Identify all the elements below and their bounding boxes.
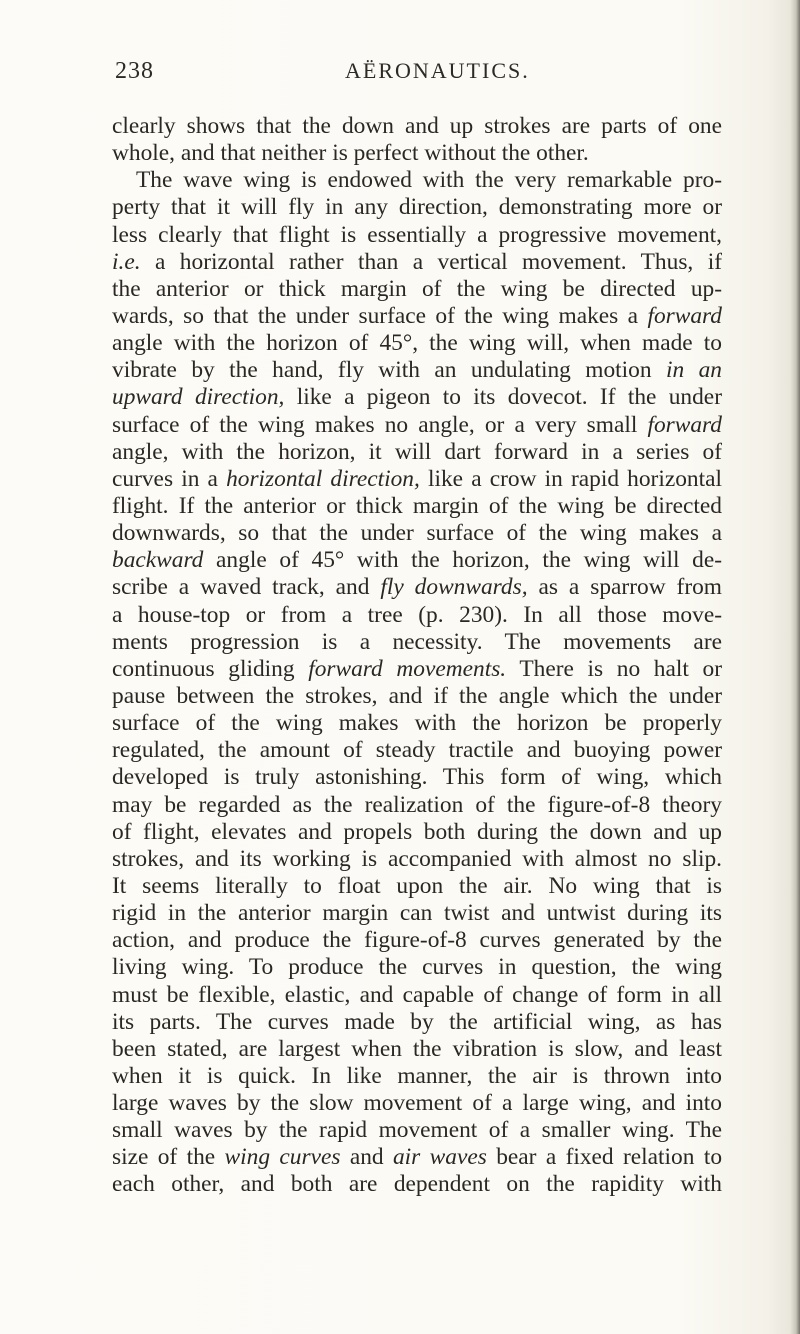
text-line: [112, 656, 722, 683]
text-run: angle, with the horizon, it will dart forward in a series of: [112, 438, 722, 465]
body-text: [112, 113, 722, 1199]
text-run: small waves by the rapid movement of a smaller wing. The: [112, 1117, 722, 1144]
text-line: [112, 222, 722, 249]
text-run: There is no halt or: [506, 655, 722, 682]
italic-text: in an: [666, 357, 722, 384]
text-run: scribe a waved track, and: [112, 574, 381, 601]
text-line: [112, 982, 722, 1009]
text-line: [112, 1117, 722, 1144]
text-run: flight. If the anterior or thick margin of the wing be directed: [112, 492, 722, 519]
italic-text: horizontal direction,: [226, 465, 420, 492]
italic-text: fly downwards,: [380, 574, 528, 601]
text-run: large waves by the slow movement of a large wing, and into: [112, 1090, 722, 1117]
text-run: a house-top or from a tree (p. 230). In all those move-: [112, 601, 722, 628]
running-title: AËRONAUTICS.: [345, 58, 530, 83]
text-run: rigid in the anterior margin can twist and untwist during its: [112, 900, 722, 927]
text-line: [112, 683, 722, 710]
text-run: each other, and both are dependent on the rapidity with: [112, 1171, 722, 1198]
text-line: [112, 303, 722, 330]
text-line: [112, 900, 722, 927]
text-run: clearly shows that the down and up strokes are parts of one: [112, 113, 722, 139]
text-run: must be flexible, elastic, and capable of change of form in all: [112, 981, 722, 1008]
text-line: [112, 873, 722, 900]
text-line: [112, 520, 722, 547]
text-line: [112, 1090, 722, 1117]
italic-text: i.e.: [112, 248, 141, 275]
text-run: like a crow in rapid horizontal: [419, 465, 722, 492]
italic-text: forward: [647, 302, 722, 329]
text-run: been stated, are largest when the vibration is slow, and least: [112, 1035, 722, 1062]
text-line: [112, 466, 722, 493]
text-line: [112, 439, 722, 466]
text-run: vibrate by the hand, fly with an undulating motion: [112, 357, 666, 384]
text-line: [112, 1009, 722, 1036]
text-run: regulated, the amount of steady tractile and buoying power: [112, 737, 722, 764]
text-line: [112, 276, 722, 303]
text-run: pause between the strokes, and if the angle which the under: [112, 682, 722, 709]
text-line: [112, 1036, 722, 1063]
text-line: [112, 737, 722, 764]
text-run: perty that it will fly in any direction, demonstrating more or: [112, 194, 722, 221]
text-line: [112, 194, 722, 221]
text-line: [112, 249, 722, 276]
text-line: [112, 574, 722, 601]
text-line: [112, 819, 722, 846]
italic-text: wing curves: [224, 1144, 341, 1171]
text-run: when it is quick. In like manner, the air is thrown into: [112, 1062, 722, 1089]
text-run: bear a fixed relation to: [486, 1144, 722, 1171]
text-line: [112, 1171, 722, 1198]
text-run: less clearly that flight is essentially a progressive movement,: [112, 221, 722, 248]
text-line: [112, 846, 722, 873]
italic-text: air waves: [392, 1144, 487, 1171]
italic-text: backward: [112, 547, 204, 574]
text-line: [112, 384, 722, 411]
text-line: [112, 629, 722, 656]
text-run: downwards, so that the under surface of the wing makes a: [112, 520, 722, 547]
text-line: [112, 493, 722, 520]
text-line: [112, 1063, 722, 1090]
text-run: of flight, elevates and propels both during the down and up: [112, 818, 722, 845]
text-run: the anterior or thick margin of the wing be directed up-: [112, 275, 722, 302]
italic-text: upward direction,: [112, 384, 285, 411]
text-run: a horizontal rather than a vertical movement. Thus, if: [140, 248, 722, 275]
text-run: as a sparrow from: [527, 574, 722, 601]
text-run: surface of the wing makes no angle, or a very small: [112, 411, 648, 438]
text-run: ments progression is a necessity. The movements are: [112, 628, 722, 655]
text-run: its parts. The curves made by the artificial wing, as has: [112, 1008, 722, 1035]
text-run: and: [340, 1144, 393, 1171]
text-line: [112, 764, 722, 791]
text-run: living wing. To produce the curves in question, the wing: [112, 954, 722, 981]
text-run: wards, so that the under surface of the wing makes a: [112, 302, 648, 329]
text-run: angle of 45° with the horizon, the wing will de-: [203, 547, 722, 574]
page-gutter-shadow: [790, 0, 800, 1334]
italic-text: forward movements.: [308, 655, 507, 682]
text-run: surface of the wing makes with the horizon be properly: [112, 710, 722, 737]
text-run: angle with the horizon of 45°, the wing will, when made to: [112, 330, 722, 357]
text-run: continuous gliding: [112, 655, 309, 682]
text-line: [112, 602, 722, 629]
text-run: like a pigeon to its dovecot. If the under: [284, 384, 722, 411]
text-run: whole, and that neither is perfect without the other.: [112, 140, 589, 167]
text-run: The wave wing is endowed with the very remarkable pro-: [136, 167, 722, 194]
page-number: 238: [115, 58, 154, 84]
text-line: [112, 954, 722, 981]
text-line: [112, 927, 722, 954]
text-run: action, and produce the figure-of-8 curves generated by the: [112, 927, 722, 954]
text-run: size of the: [112, 1144, 225, 1171]
text-line: [112, 547, 722, 574]
running-head: [115, 58, 675, 94]
text-line: [112, 357, 722, 384]
text-line: [112, 140, 722, 167]
text-line: [112, 792, 722, 819]
italic-text: forward: [647, 411, 722, 438]
text-line: [112, 330, 722, 357]
text-line: [112, 113, 722, 140]
text-run: strokes, and its working is accompanied with almost no slip.: [112, 845, 722, 872]
text-run: It seems literally to float upon the air. No wing that is: [112, 872, 722, 899]
text-run: developed is truly astonishing. This form of wing, which: [112, 764, 722, 791]
text-line: [112, 412, 722, 439]
text-line: [112, 710, 722, 737]
text-run: curves in a: [112, 465, 227, 492]
text-run: may be regarded as the realization of the figure-of-8 theory: [112, 791, 722, 818]
text-line: [112, 167, 722, 194]
text-line: [112, 1144, 722, 1171]
